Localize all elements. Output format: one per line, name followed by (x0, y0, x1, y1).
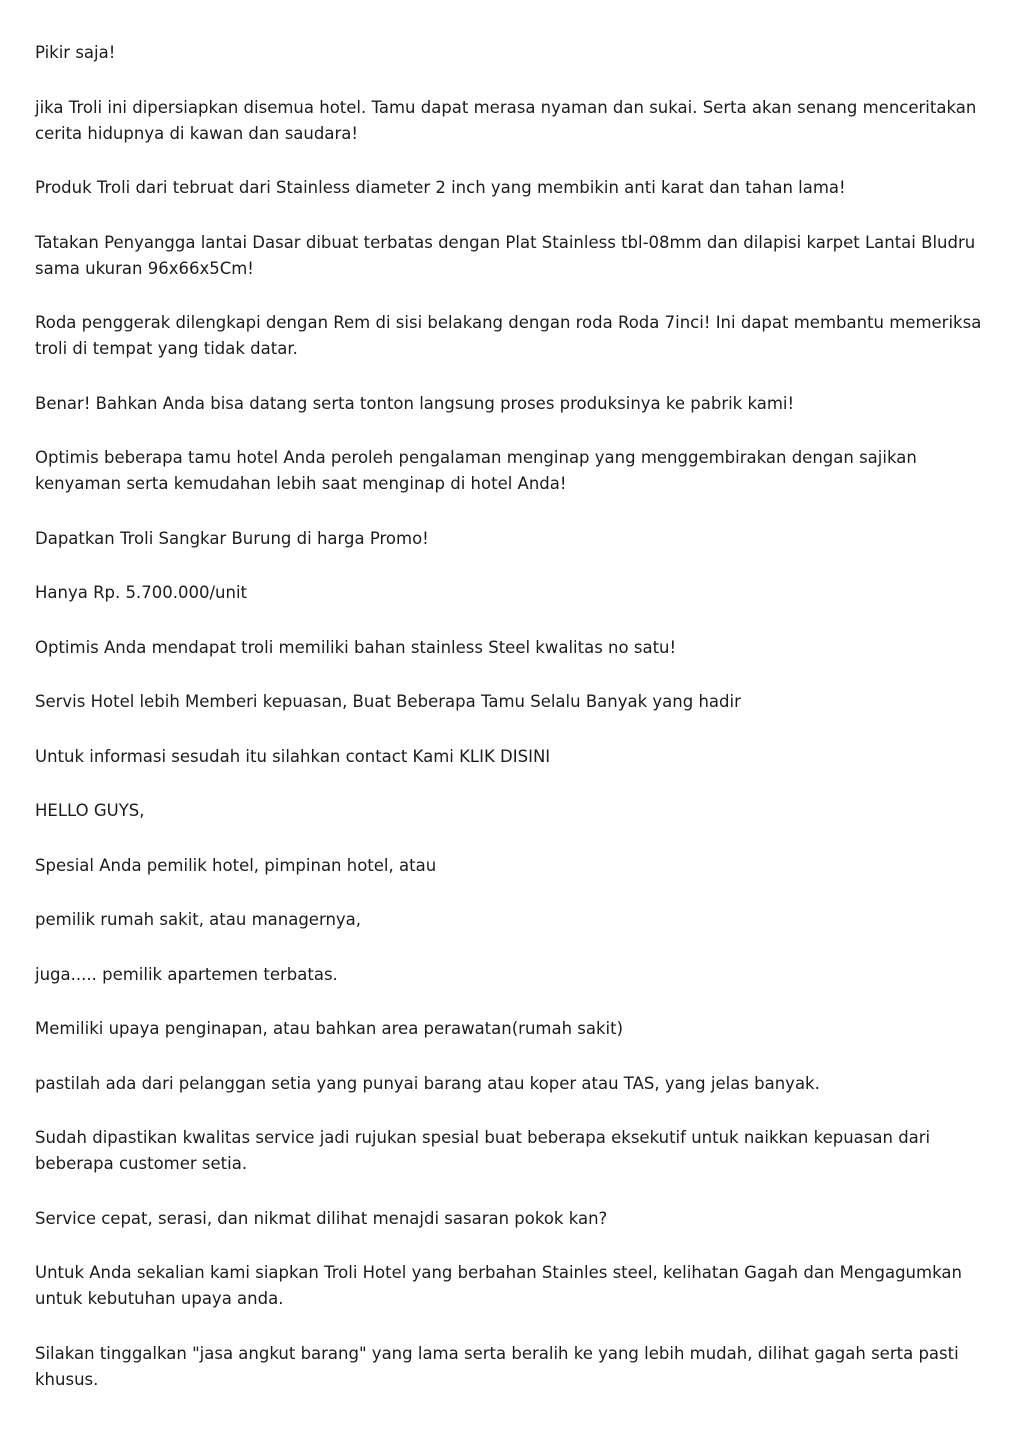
paragraph-greeting: HELLO GUYS, (35, 801, 145, 820)
paragraph-contact: Untuk informasi sesudah itu silahkan contact Kami KLIK DISINI (35, 746, 551, 766)
document-page (35, 40, 1000, 1421)
paragraph: jika Troli ini dipersiapkan disemua hotel. Tamu dapat merasa nyaman dan sukai. Serta akan senang menceritakan cerita hidupnya di kawan dan saudara! (35, 97, 977, 143)
paragraph-promo: Dapatkan Troli Sangkar Burung di harga Promo! (35, 528, 429, 548)
paragraph: Servis Hotel lebih Memberi kepuasan, Buat Beberapa Tamu Selalu Banyak yang hadir (35, 692, 741, 711)
paragraph: juga..... pemilik apartemen terbatas. (35, 964, 338, 984)
paragraph: Roda penggerak dilengkapi dengan Rem di sisi belakang dengan roda Roda 7inci! Ini dapat membantu memeriksa troli di tempat yang tidak datar. (35, 313, 982, 358)
paragraph: pemilik rumah sakit, atau managernya, (35, 910, 362, 929)
paragraph: Memiliki upaya penginapan, atau bahkan area perawatan(rumah sakit) (35, 1019, 624, 1038)
paragraph: Silakan tinggalkan "jasa angkut barang" yang lama serta beralih ke yang lebih mudah, dilihat gagah serta pasti khusus. (35, 1343, 959, 1389)
paragraph: Benar! Bahkan Anda bisa datang serta tonton langsung proses produksinya ke pabrik kami! (35, 393, 795, 413)
paragraph: Optimis Anda mendapat troli memiliki bahan stainless Steel kwalitas no satu! (35, 637, 677, 657)
paragraph: Spesial Anda pemilik hotel, pimpinan hotel, atau (35, 855, 437, 875)
paragraph: Service cepat, serasi, dan nikmat dilihat menajdi sasaran pokok kan? (35, 1208, 608, 1228)
paragraph: pastilah ada dari pelanggan setia yang punyai barang atau koper atau TAS, yang jelas banyak. (35, 1073, 820, 1093)
paragraph: Optimis beberapa tamu hotel Anda peroleh pengalaman menginap yang menggembirakan dengan sajikan kenyaman serta kemudahan lebih saat menginap di hotel Anda! (35, 448, 917, 493)
paragraph: Tatakan Penyangga lantai Dasar dibuat terbatas dengan Plat Stainless tbl-08mm dan dilapisi karpet Lantai Bludru sama ukuran 96x66x5Cm! (35, 232, 976, 278)
paragraph: Untuk Anda sekalian kami siapkan Troli Hotel yang berbahan Stainles steel, kelihatan Gagah dan Mengagumkan untuk kebutuhan upaya anda. (35, 1263, 962, 1308)
paragraph: Produk Troli dari tebruat dari Stainless diameter 2 inch yang membikin anti karat dan tahan lama! (35, 178, 846, 197)
paragraph-price: Hanya Rp. 5.700.000/unit (35, 583, 248, 602)
paragraph: Sudah dipastikan kwalitas service jadi rujukan spesial buat beberapa eksekutif untuk naikkan kepuasan dari beberapa customer setia. (35, 1128, 931, 1173)
paragraph-intro: Pikir saja! (35, 43, 116, 62)
